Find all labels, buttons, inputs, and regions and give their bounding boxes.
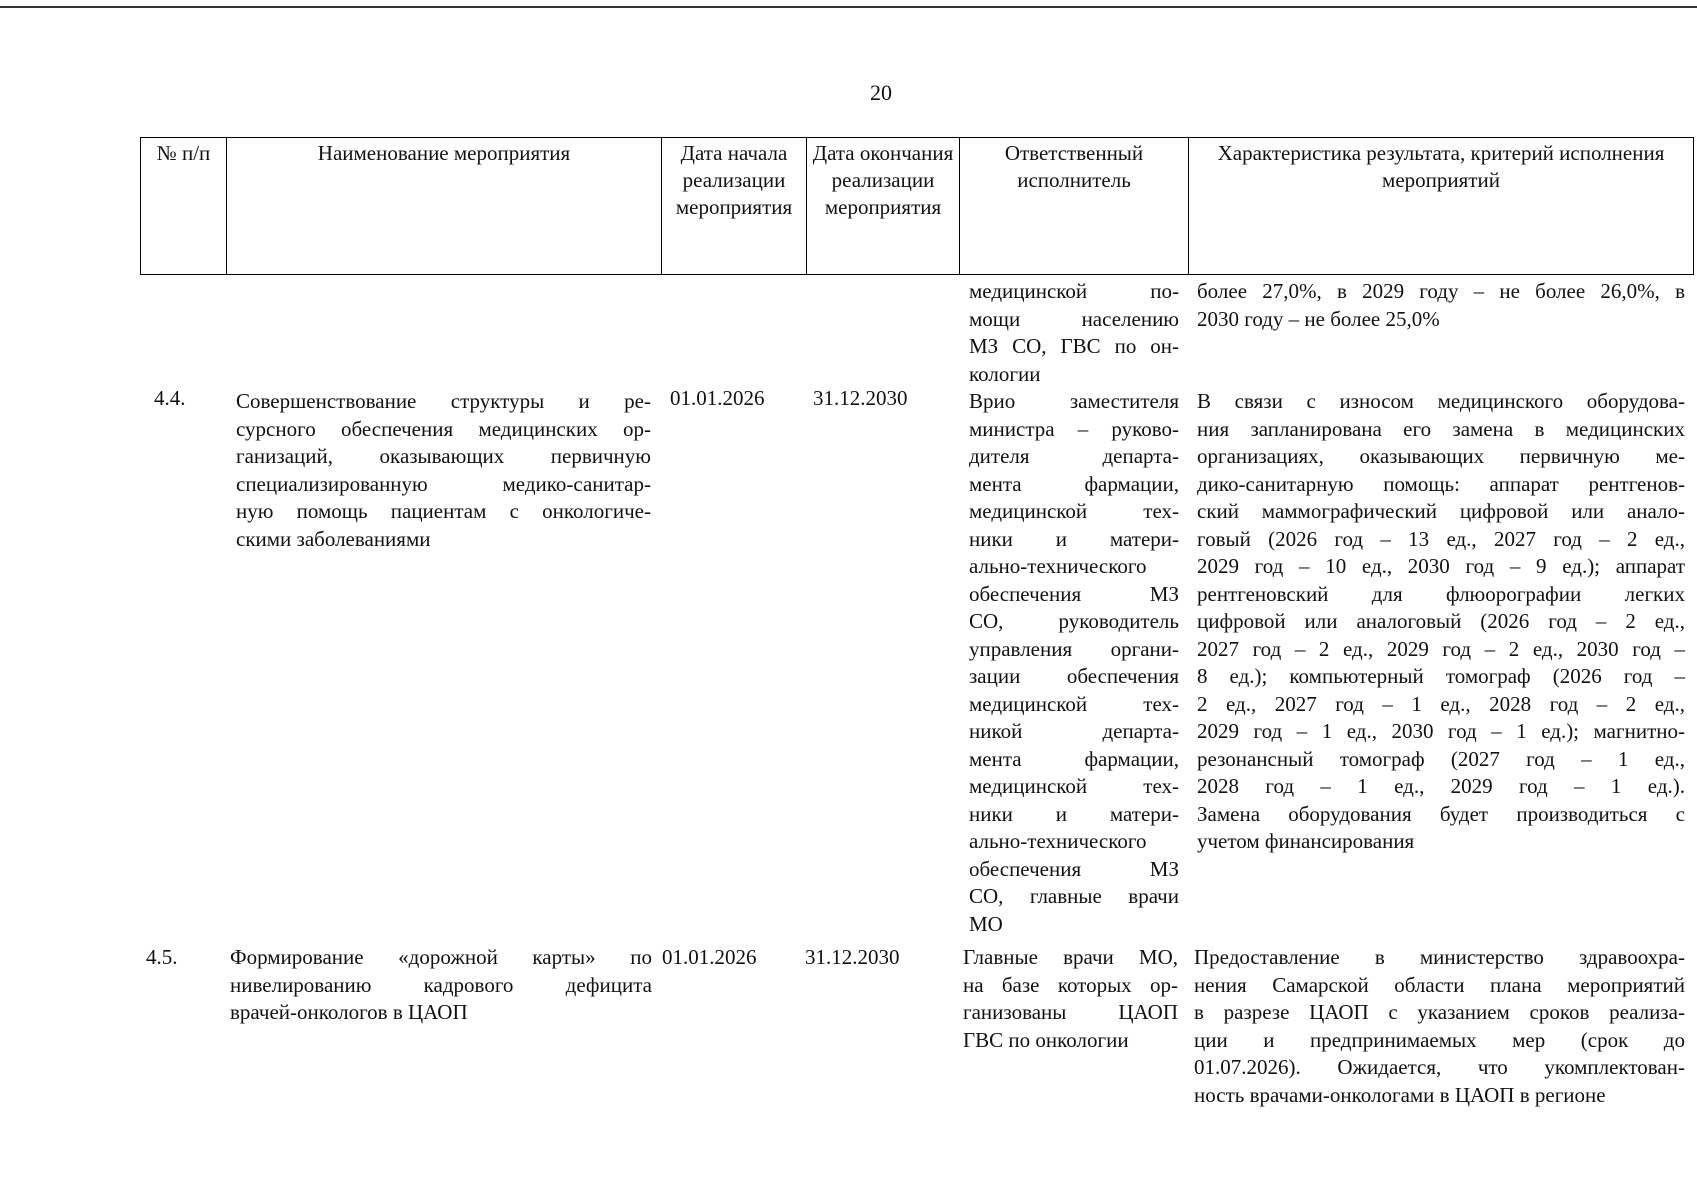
row-4-4-responsible-line: мента фармации, <box>969 746 1179 771</box>
row-4-5-name-line: Формирование «дорожной карты» по <box>230 945 652 969</box>
row-4-4-responsible-line: СО, руководитель <box>969 609 1179 633</box>
row-4-4-result-line: резонансный томограф (2027 год – 1 ед., <box>1197 746 1685 771</box>
row-4-5-name-line: врачей-онкологов в ЦАОП <box>230 1000 468 1024</box>
row-4-4-name-line: скими заболеваниями <box>236 526 431 551</box>
row-4-4-responsible-line: медицинской тех- <box>969 499 1179 523</box>
row-4-4-result <box>1197 388 1685 856</box>
row-4-4-num: 4.4. <box>154 386 186 410</box>
row-4-4-responsible-line: МО <box>969 911 1003 936</box>
row-4-4-name-line: Совершенствование структуры и ре- <box>236 389 651 413</box>
row-4-4-responsible-line: ники и матери- <box>969 526 1179 551</box>
header-name: Наименование мероприятия <box>227 138 662 275</box>
row-4-4-responsible-line: никой департа- <box>969 719 1179 743</box>
header-start-date: Дата начала реализации мероприятия <box>662 138 807 275</box>
row-4-5-result-line: 01.07.2026). Ожидается, что укомплектован- <box>1194 1055 1685 1079</box>
row-4-4-result-line: 2 ед., 2027 год – 1 ед., 2028 год – 2 ед., <box>1197 691 1685 716</box>
row-4-5-responsible-line: на базе которых ор- <box>963 972 1178 997</box>
activities-table <box>140 137 1693 1107</box>
row-4-4-responsible-line: Врио заместителя <box>969 389 1179 413</box>
continuation-responsible-line: кологии <box>969 361 1041 386</box>
row-4-5-result-line: нения Самарской области плана мероприятий <box>1194 972 1685 997</box>
row-4-5-end: 31.12.2030 <box>805 945 900 969</box>
table-header <box>140 137 1694 275</box>
row-4-5-result-line: в разрезе ЦАОП с указанием сроков реализа- <box>1194 1000 1685 1024</box>
row-4-5-start: 01.01.2026 <box>662 945 757 969</box>
row-4-4-result-line: 2029 год – 10 ед., 2030 год – 9 ед.); аппарат <box>1197 554 1685 578</box>
row-4-4-result-line: ния запланирована его замена в медицинских <box>1197 416 1685 441</box>
continuation-result-line: 2030 году – не более 25,0% <box>1197 306 1440 331</box>
continuation-responsible-line: медицинской по- <box>969 279 1179 303</box>
row-4-5-result <box>1194 944 1685 1109</box>
row-4-4-result-line: организациях, оказывающих первичную ме- <box>1197 444 1685 468</box>
row-4-5-name-line: нивелированию кадрового дефицита <box>230 972 652 997</box>
top-rule <box>0 6 1697 8</box>
row-4-4-responsible-line: обеспечения МЗ <box>969 856 1179 881</box>
row-4-4-result-line: учетом финансирования <box>1197 829 1415 853</box>
row-4-4-name-line: сурсного обеспечения медицинских ор- <box>236 416 651 441</box>
row-4-5-responsible-line: ГВС по онкологии <box>963 1027 1129 1052</box>
header-num: № п/п <box>141 138 227 275</box>
row-4-4-responsible-line: медицинской тех- <box>969 774 1179 798</box>
row-4-5-result-line: ность врачами-онкологами в ЦАОП в регионе <box>1194 1082 1606 1107</box>
row-4-4-responsible-line: ально-технического <box>969 554 1147 578</box>
row-4-4-responsible-line: министра – руково- <box>969 416 1179 441</box>
row-4-4-result-line: ский маммографический цифровой или анало- <box>1197 499 1685 523</box>
row-4-5-name <box>230 944 652 1027</box>
row-4-4-name-line: специализированную медико-санитар- <box>236 471 651 496</box>
row-4-4-result-line: Замена оборудования будет производиться с <box>1197 801 1685 826</box>
row-4-5-num: 4.5. <box>146 945 178 969</box>
row-4-4-responsible-line: ально-технического <box>969 829 1147 853</box>
header-responsible: Ответственный исполнитель <box>960 138 1189 275</box>
row-4-4-result-line: 2028 год – 1 ед., 2029 год – 1 ед.). <box>1197 774 1685 798</box>
row-4-4-responsible-line: мента фармации, <box>969 471 1179 496</box>
row-4-4-responsible-line: обеспечения МЗ <box>969 581 1179 606</box>
row-4-4-end: 31.12.2030 <box>813 386 908 410</box>
row-4-4-result-line: 2029 год – 1 ед., 2030 год – 1 ед.); магнитно- <box>1197 719 1685 743</box>
row-4-5-responsible-line: ганизованы ЦАОП <box>963 1000 1178 1024</box>
header-end-date: Дата окончания реализации мероприятия <box>807 138 960 275</box>
continuation-responsible-line: мощи населению <box>969 306 1179 331</box>
continuation-result <box>1197 278 1685 333</box>
row-4-4-result-line: говый (2026 год – 13 ед., 2027 год – 2 ед., <box>1197 526 1685 551</box>
row-4-4-responsible-line: управления органи- <box>969 636 1179 661</box>
row-4-4-result-line: дико-санитарную помощь: аппарат рентгенов- <box>1197 471 1685 496</box>
row-4-5-result-line: Предоставление в министерство здравоохра- <box>1194 945 1685 969</box>
row-4-4-name-line: ганизаций, оказывающих первичную <box>236 444 651 468</box>
row-4-4-responsible-line: медицинской тех- <box>969 691 1179 716</box>
continuation-responsible-line: МЗ СО, ГВС по он- <box>969 334 1179 358</box>
row-4-4-responsible-line: зации обеспечения <box>969 664 1179 688</box>
row-4-4-name-line: ную помощь пациентам с онкологиче- <box>236 499 651 523</box>
row-4-5-responsible-line: Главные врачи МО, <box>963 945 1178 969</box>
page-number: 20 <box>870 80 892 105</box>
row-4-4-responsible-line: СО, главные врачи <box>969 884 1179 908</box>
row-4-4-responsible-line: ники и матери- <box>969 801 1179 826</box>
row-4-4-start: 01.01.2026 <box>670 386 765 410</box>
row-4-4-result-line: 8 ед.); компьютерный томограф (2026 год – <box>1197 664 1685 688</box>
row-4-4-result-line: рентгеновский для флюорографии легких <box>1197 581 1685 606</box>
row-4-5-result-line: ции и предпринимаемых мер (срок до <box>1194 1027 1685 1052</box>
row-4-4-responsible-line: дителя департа- <box>969 444 1179 468</box>
row-4-4-result-line: 2027 год – 2 ед., 2029 год – 2 ед., 2030 год – <box>1197 636 1685 661</box>
row-4-4-result-line: цифровой или аналоговый (2026 год – 2 ед., <box>1197 609 1685 633</box>
row-4-4-name <box>236 388 651 553</box>
continuation-responsible <box>969 278 1179 388</box>
row-4-4-result-line: В связи с износом медицинского оборудова- <box>1197 389 1685 413</box>
continuation-result-line: более 27,0%, в 2029 году – не более 26,0%, в <box>1197 279 1685 303</box>
row-4-5-responsible <box>963 944 1178 1054</box>
header-result: Характеристика результата, критерий исполнения мероприятий <box>1189 138 1694 275</box>
row-4-4-responsible <box>969 388 1179 938</box>
